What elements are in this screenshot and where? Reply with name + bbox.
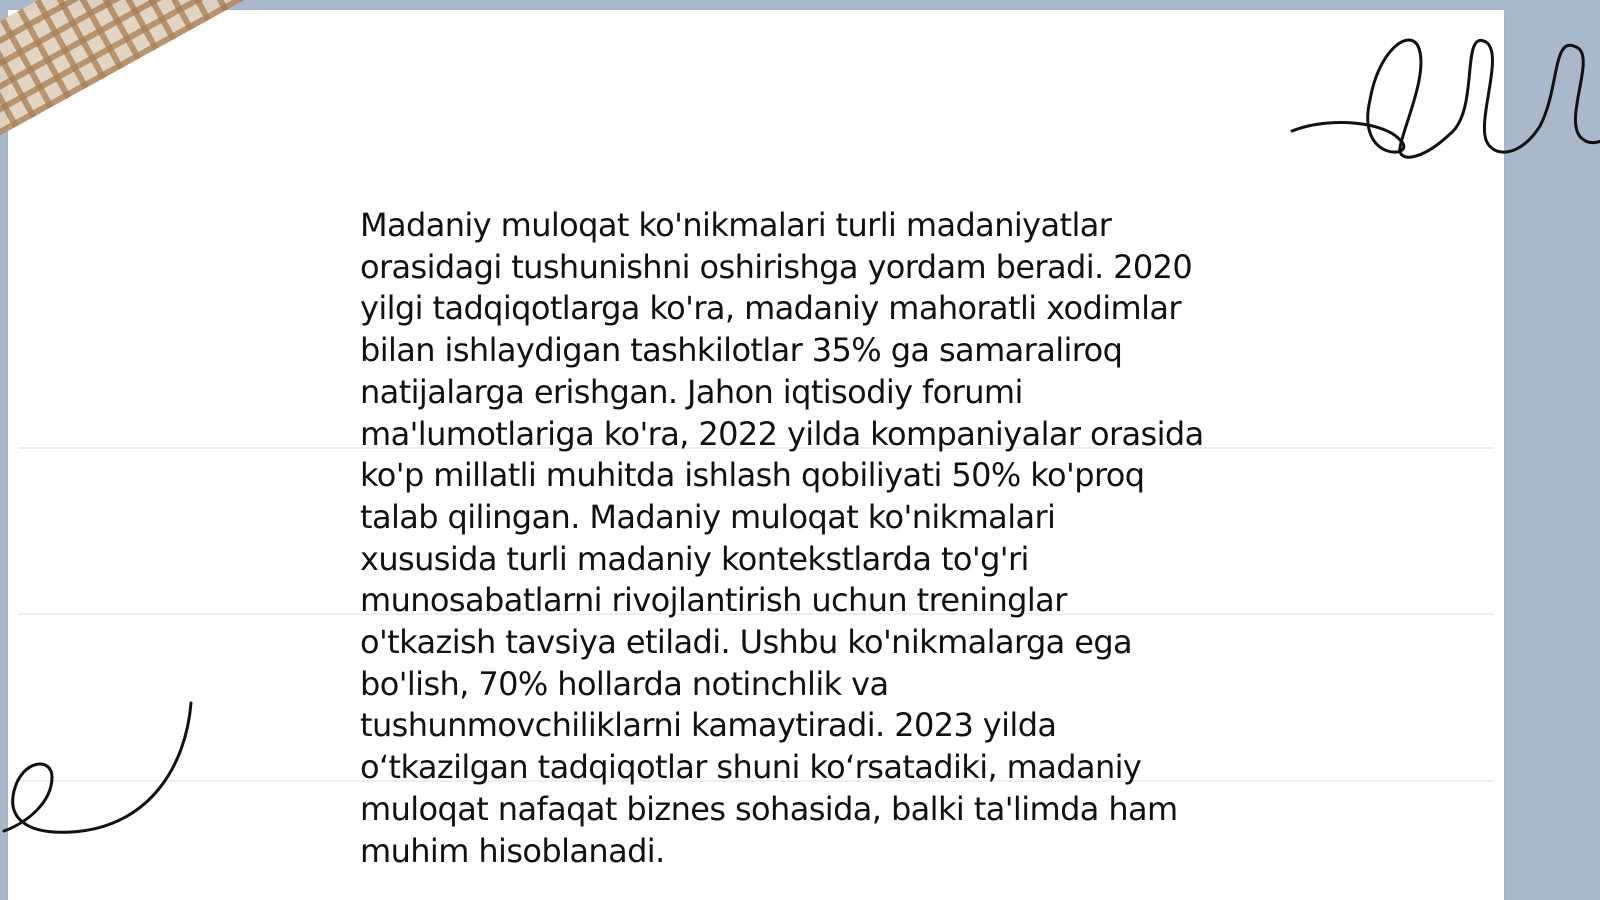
loop-squiggle-icon (1290, 30, 1600, 170)
curl-squiggle-icon (0, 695, 200, 845)
body-paragraph: Madaniy muloqat ko'nikmalari turli madaniyatlar orasidagi tushunishni oshirishga yordam beradi. 2020 yilgi tadqiqotlarga ko'ra, madaniy mahoratli xodimlar bilan ishlaydigan tashkilotlar 35% ga samaraliroq natijalarga erishgan. Jahon iqtisodiy forumi ma'lumotlariga ko'ra, 2022 yilda kompaniyalar orasida ko'p millatli muhitda ishlash qobiliyati 50% ko'proq talab qilingan. Madaniy muloqat ko'nikmalari xususida turli madaniy kontekstlarda to'g'ri munosabatlarni rivojlantirish uchun treninglar o'tkazish tavsiya etiladi. Ushbu ko'nikmalarga ega bo'lish, 70% hollarda notinchlik va tushunmovchiliklarni kamaytiradi. 2023 yilda o‘tkazilgan tadqiqotlar shuni ko‘rsatadiki, madaniy muloqat nafaqat biznes sohasida, balki ta'limda ham muhim hisoblanadi. (360, 206, 1204, 870)
